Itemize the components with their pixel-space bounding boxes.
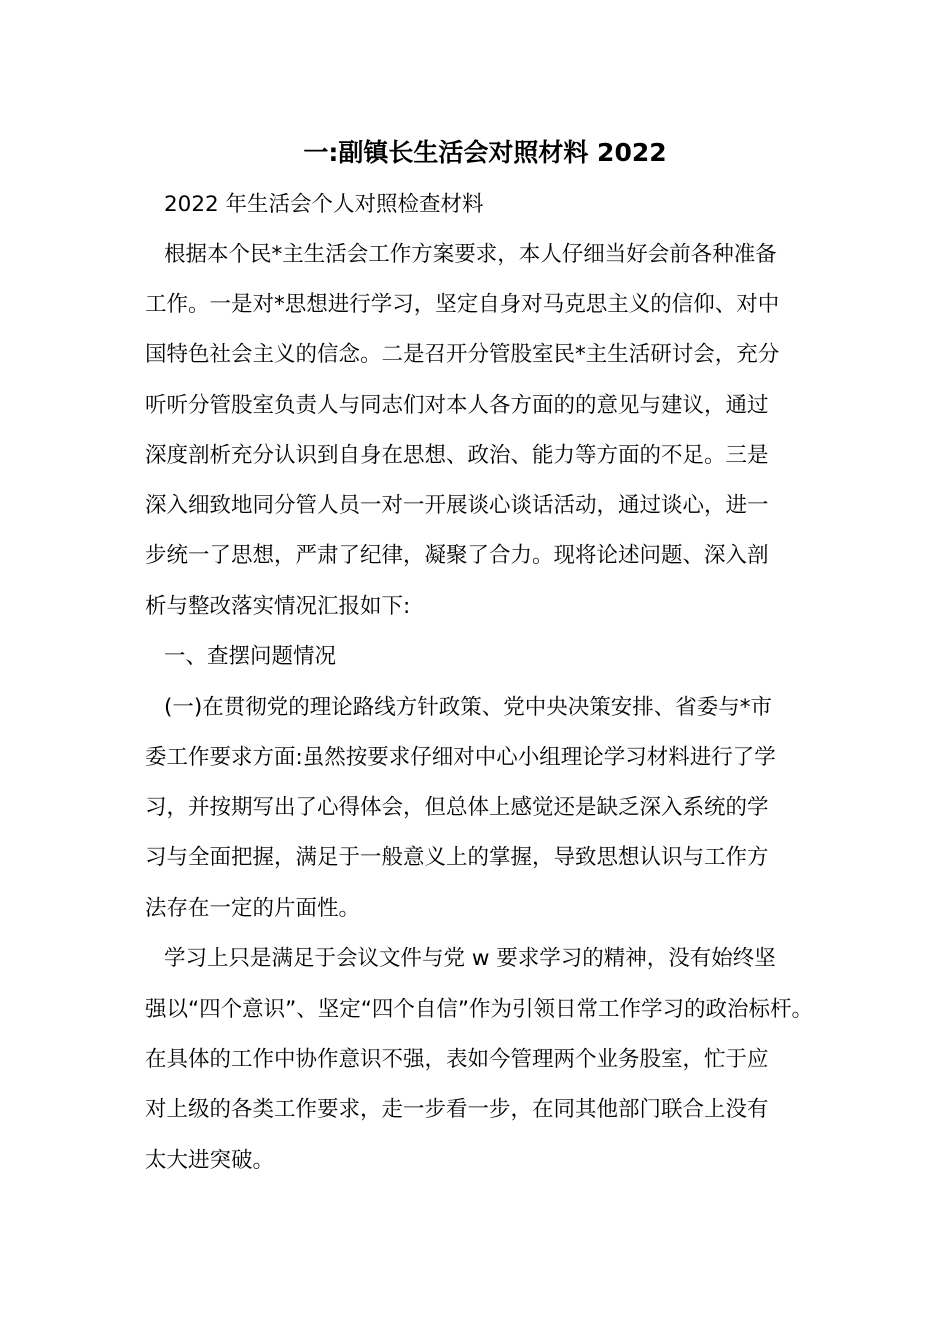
paragraph-line: 法存在一定的片面性。 <box>145 896 361 921</box>
paragraph-line: 深入细致地同分管人员一对一开展谈心谈话活动，通过谈心，进一 <box>145 493 769 518</box>
paragraph-line: 对上级的各类工作要求，走一步看一步，在同其他部门联合上没有 <box>145 1097 769 1122</box>
paragraph-line: 工作。一是对*思想进行学习，坚定自身对马克思主义的信仰、对中 <box>145 292 780 317</box>
subtitle: 2022 年生活会个人对照检查材料 <box>164 192 484 217</box>
paragraph-line: 国特色社会主义的信念。二是召开分管股室民*主生活研讨会，充分 <box>145 342 780 367</box>
paragraph-line: 根据本个民*主生活会工作方案要求，本人仔细当好会前各种准备 <box>164 242 777 267</box>
section-heading: 一、查摆问题情况 <box>164 644 337 669</box>
paragraph-line: 听听分管股室负责人与同志们对本人各方面的的意见与建议，通过 <box>145 393 769 418</box>
paragraph-line: 习与全面把握，满足于一般意义上的掌握，导致思想认识与工作方 <box>145 845 769 870</box>
paragraph-line: 委工作要求方面:虽然按要求仔细对中心小组理论学习材料进行了学 <box>145 745 776 770</box>
paragraph-line: 步统一了思想，严肃了纪律，凝聚了合力。现将论述问题、深入剖 <box>145 543 769 568</box>
paragraph-line: 强以“四个意识”、坚定“四个自信”作为引领日常工作学习的政治标杆。 <box>145 997 814 1022</box>
paragraph-line: 习，并按期写出了心得体会，但总体上感觉还是缺乏深入系统的学 <box>145 795 769 820</box>
paragraph-line: 深度剖析充分认识到自身在思想、政治、能力等方面的不足。三是 <box>145 443 769 468</box>
paragraph-line: 学习上只是满足于会议文件与党 w 要求学习的精神，没有始终坚 <box>164 946 776 971</box>
document-title: 一:副镇长生活会对照材料 2022 <box>303 138 667 167</box>
paragraph-line: 太大进突破。 <box>145 1148 275 1173</box>
paragraph-line: (一)在贯彻党的理论路线方针政策、党中央决策安排、省委与*市 <box>164 695 773 720</box>
paragraph-line: 析与整改落实情况汇报如下: <box>145 594 411 619</box>
paragraph-line: 在具体的工作中协作意识不强，表如今管理两个业务股室，忙于应 <box>145 1047 769 1072</box>
